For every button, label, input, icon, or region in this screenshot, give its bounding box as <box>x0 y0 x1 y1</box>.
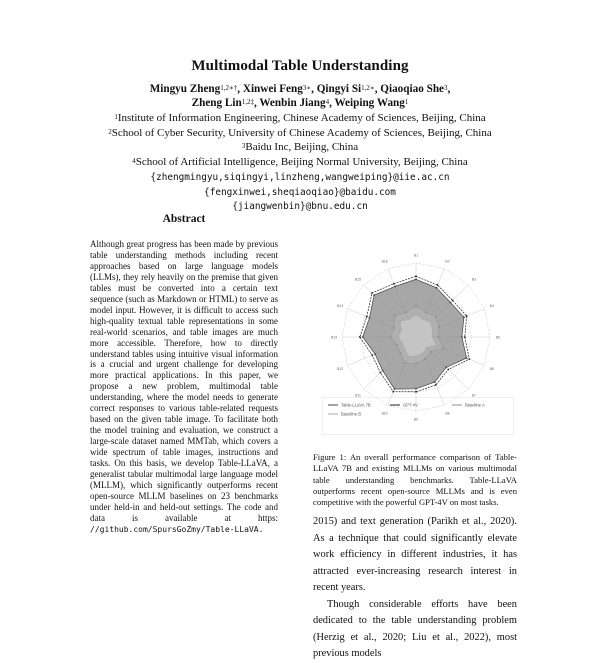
radar-point <box>404 348 406 350</box>
email: {zhengmingyu,siqingyi,linzheng,wangweiping}@iie.ac.cn <box>150 172 450 183</box>
radar-point <box>466 315 468 317</box>
radar-point <box>415 388 417 390</box>
radar-point <box>399 352 401 354</box>
figure-caption: Figure 1: An overall performance comparison of Table-LLaVA 7B and existing MLLMs on various multimodal table understanding benchmarks. Table-LLaVA outperforms recent open-source MLLMs and is even competitive with the powerful GPT-4V on most tasks. <box>313 452 517 508</box>
radar-point <box>401 342 403 344</box>
radar-axis-label: B16 <box>381 259 388 264</box>
affiliation: $^2$School of Cyber Security, University of Chinese Academy of Sciences, Beijing, China <box>108 126 492 139</box>
radar-point <box>359 336 361 338</box>
radar-point <box>437 336 439 338</box>
radar-point <box>431 336 433 338</box>
abstract-body <box>90 239 278 536</box>
radar-axis-label: B5 <box>495 335 501 340</box>
paragraph: 2015) and text generation (Parikh et al., 2020). As a technique that could significantly elevate work efficiency in different industries, it has attracted ever-increasing research interest in recent years. <box>313 516 517 593</box>
radar-point <box>438 327 440 329</box>
radar-point <box>362 336 364 338</box>
radar-point <box>442 347 444 349</box>
radar-point <box>448 369 450 371</box>
radar-axis-label: B7 <box>471 393 477 398</box>
radar-point <box>463 316 465 318</box>
email: {jiangwenbin}@bnu.edu.cn <box>232 201 368 212</box>
radar-point <box>400 330 402 332</box>
legend-label: GPT-4V <box>403 402 418 408</box>
radar-axis-label: B9 <box>413 417 419 422</box>
radar-axis-label: B11 <box>355 393 361 398</box>
radar-point <box>394 388 396 390</box>
radar-axis-label: B8 <box>445 411 450 416</box>
radar-point <box>369 317 371 319</box>
abstract-text: Although great progress has been made by previous table understanding methods including recent approaches based on large language models (LLMs), they rely heavily on the premise that given tables must be converted into a certain text sequence (such as Markdown or HTML) to serve as model input. However, it is difficult to access such high-quality textual table representations in some real-world scenarios, and table images are much more accessible. Therefore, how to directly understand tables using intuitive visual information is a crucial and urgent challenge for developing more practical applications. In this paper, we propose a new problem, multimodal table understanding, where the model needs to generate correct responses to various table-related requests based on the given table image. To facilitate both the model training and evaluation, we construct a large-scale dataset named MMTab, which covers a wide spectrum of table images, instructions and tasks. On this basis, we develop Table-LLaVA, a generalist tabular multimodal large language model (MLLM), which significantly outperforms recent open-source MLLM baselines on 23 benchmarks under held-in and held-out settings. The code and data is available at https: <box>90 239 278 523</box>
abstract-url[interactable]: //github.com/SpursGoZmy/Table-LLaVA. <box>90 524 264 534</box>
radar-axis-label: B15 <box>354 277 362 282</box>
radar-point <box>407 355 409 357</box>
radar-point <box>415 355 417 357</box>
radar-point <box>422 353 424 355</box>
radar-point <box>399 320 401 322</box>
radar-axis-label: B3 <box>471 277 477 282</box>
radar-point <box>373 294 375 296</box>
radar-axis-label: B10 <box>381 411 388 416</box>
radar-point <box>396 344 398 346</box>
author: Mingyu Zheng$^{1,2∗\dagger}$ <box>149 83 238 95</box>
radar-axis-label: B12 <box>337 366 344 371</box>
radar-point <box>392 391 394 393</box>
radar-axis-label: B13 <box>330 335 338 340</box>
author-list <box>0 82 600 110</box>
radar-point <box>393 327 395 329</box>
affiliation: $^3$Baidu Inc, Beijing, China <box>241 141 359 153</box>
radar-point <box>450 302 452 304</box>
paragraph: Though considerable efforts have been dedicated to the table understanding problem (Herzig et al., 2020; Liu et al., 2022), most previous models <box>313 598 517 659</box>
radar-point <box>434 381 436 383</box>
author: Wenbin Jiang$^4$ <box>259 97 330 109</box>
radar-point <box>390 336 392 338</box>
radar-point <box>380 372 382 374</box>
radar-point <box>393 283 395 285</box>
radar-point <box>415 278 417 280</box>
radar-point <box>432 329 434 331</box>
radar-point <box>415 305 417 307</box>
radar-point <box>415 363 417 365</box>
radar-point <box>468 358 470 360</box>
radar-point <box>397 336 399 338</box>
author: Qingyi $Si^{1,2∗}$ <box>316 83 375 95</box>
radar-point <box>405 312 407 314</box>
radar-point <box>415 275 417 277</box>
radar-point <box>430 351 432 353</box>
radar-point <box>404 362 406 364</box>
radar-point <box>464 336 466 338</box>
radar-point <box>423 318 425 320</box>
chart-legend <box>322 397 514 435</box>
email: {fengxinwei,sheqiaoqiao}@baidu.com <box>204 186 396 198</box>
radar-point <box>415 314 417 316</box>
legend-label: Table-LLaVA 7B <box>341 402 371 408</box>
radar-point <box>408 318 410 320</box>
radar-point <box>452 300 454 302</box>
radar-point <box>461 336 463 338</box>
radar-axis-label: B1 <box>413 253 419 258</box>
affiliation: $^1$Institute of Information Engineering, Chinese Academy of Sciences, Beijing, China <box>114 112 486 124</box>
radar-point <box>426 347 428 349</box>
radar-point <box>445 366 447 368</box>
radar-point <box>371 354 373 356</box>
radar-point <box>424 358 426 360</box>
radar-point <box>371 292 373 294</box>
radar-point <box>366 316 368 318</box>
radar-point <box>425 312 427 314</box>
right-column-text <box>313 514 517 663</box>
radar-point <box>374 353 376 355</box>
email-list <box>0 171 600 215</box>
radar-point <box>394 315 396 317</box>
radar-axis-label: B6 <box>489 366 494 371</box>
abstract-heading: Abstract <box>162 213 206 225</box>
author: Weiping Wang$^1$ <box>334 97 409 109</box>
author-line-1: Mingyu Zheng$^{1,2∗\dagger}$, Xinwei Feng$^{3∗}$, Qingyi $Si^{1,2∗}$, Qiaoqiao She$^3$, <box>149 83 451 95</box>
author-line-2: Zheng Lin$^{1,2\ddagger}$, Wenbin Jiang$^4$, Weiping Wang$^1$ <box>191 97 409 109</box>
author: Zheng Lin$^{1,2\ddagger}$ <box>191 97 254 109</box>
radar-point <box>382 370 384 372</box>
radar-point <box>415 391 417 393</box>
author: Qiaoqiao She$^3$ <box>380 83 448 95</box>
radar-point <box>430 321 432 323</box>
radar-point <box>436 345 438 347</box>
radar-point <box>435 384 437 386</box>
radar-axis-label: B4 <box>489 304 494 309</box>
author: Xinwei Feng$^{3∗}$ <box>242 83 312 95</box>
legend-label: Baseline B <box>341 411 362 417</box>
radar-axis-label: B2 <box>445 259 450 264</box>
radar-point <box>466 357 468 359</box>
radar-point <box>435 316 437 318</box>
radar-axis-label: B14 <box>337 304 344 309</box>
legend-label: Baseline A <box>465 402 485 408</box>
paper-title: Multimodal Table Understanding <box>191 58 409 74</box>
affiliations <box>0 111 600 169</box>
affiliation: $^4$School of Artificial Intelligence, Beijing Normal University, Beijing, China <box>132 155 468 168</box>
radar-point <box>436 287 438 289</box>
radar-point <box>437 284 439 286</box>
radar-point <box>394 286 396 288</box>
